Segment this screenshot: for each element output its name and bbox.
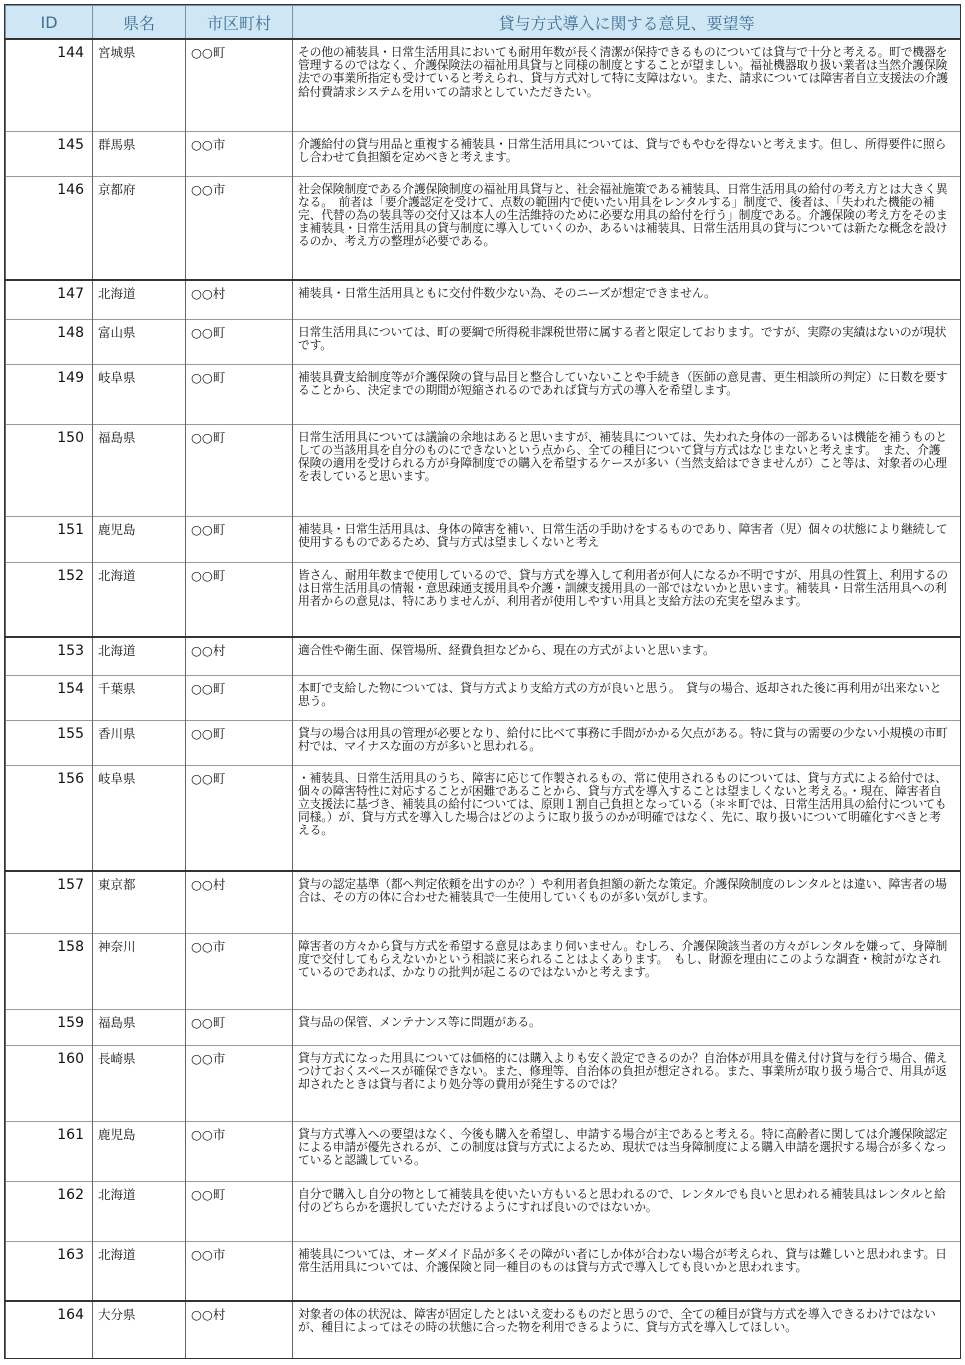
table-header (6, 6, 961, 40)
row-prefecture: 岐阜県 (93, 364, 186, 424)
row-municipality: ○○町 (186, 1009, 293, 1045)
row-municipality: ○○市 (186, 131, 293, 176)
row-prefecture: 北海道 (93, 1181, 186, 1241)
table-row (6, 1121, 961, 1181)
table-row (6, 1301, 961, 1359)
row-opinion-text: ・補装具、日常生活用具のうち、障害に応じて作製されるもの、常に使用されるものについては、貸与方式による給付では、個々の障害特性に対応することが困難であることから、貸与方式を導入することは望ましくないと考える。・現在、障害者自立支援法に基づき、補装具の給付については、原則１割自己負担となっている（＊＊町では、日常生活用具の給付についても同様。）が、貸与方式を導入した場合はどのように取り扱うのかが明確ではなく、先に、取り扱いについて明確化すべきと考える。 (293, 765, 961, 871)
table-row (6, 720, 961, 765)
row-municipality: ○○町 (186, 562, 293, 637)
row-municipality: ○○町 (186, 516, 293, 562)
row-municipality: ○○市 (186, 1121, 293, 1181)
table-row (6, 319, 961, 364)
row-id: 146 (6, 176, 93, 280)
row-prefecture: 香川県 (93, 720, 186, 765)
table-row (6, 1181, 961, 1241)
table-row (6, 871, 961, 933)
row-opinion-text: 介護給付の貸与用品と重複する補装具・日常生活用具については、貸与でもやむを得ないと考えます。但し、所得要件に照らし合わせて負担額を定めべきと考えます。 (293, 131, 961, 176)
row-id: 158 (6, 933, 93, 1009)
table-row (6, 637, 961, 675)
table-row (6, 933, 961, 1009)
row-municipality: ○○町 (186, 39, 293, 131)
row-id: 164 (6, 1301, 93, 1359)
row-id: 155 (6, 720, 93, 765)
row-opinion-text: 貸与の場合は用具の管理が必要となり、給付に比べて事務に手間がかかる欠点がある。特に貸与の需要の少ない小規模の市町村では、マイナスな面の方が多いと思われる。 (293, 720, 961, 765)
table-row (6, 562, 961, 637)
table-row (6, 39, 961, 131)
row-opinion-text: 貸与方式になった用具については価格的には購入よりも安く設定できるのか？自治体が用具を備え付け貸与を行う場合、備えつけておくスペースが確保できない。また、修理等、自治体の負担が想定される。また、事業所が取り扱う場合で、用具が返却されたときは貸与者により処分等の費用が発生するのでは？ (293, 1045, 961, 1121)
row-municipality: ○○市 (186, 1241, 293, 1301)
row-prefecture: 千葉県 (93, 675, 186, 720)
row-id: 148 (6, 319, 93, 364)
row-prefecture: 京都府 (93, 176, 186, 280)
row-id: 147 (6, 280, 93, 319)
row-opinion-text: 補装具については、オーダメイド品が多くその障がい者にしか体が合わない場合が考えられ、貸与は難しいと思われます。日常生活用具については、介護保険と同一種目のものは貸与方式で導入しても良いかと思われます。 (293, 1241, 961, 1301)
row-prefecture: 北海道 (93, 1241, 186, 1301)
row-opinion-text: 日常生活用具については議論の余地はあると思いますが、補装具については、失われた身体の一部あるいは機能を補うものとしての当該用具を自分のものにできないという点から、全ての種目について貸与方式はなじまないと考えます。 また、介護保険の適用を受けられる方が身障制度での購入を希望するケースが多い（当然支給はできませんが）こと等は、対象者の心理を表していると思います。 (293, 424, 961, 516)
table-row (6, 675, 961, 720)
table-row (6, 176, 961, 280)
row-prefecture: 福島県 (93, 424, 186, 516)
row-opinion-text: 社会保険制度である介護保険制度の福祉用具貸与と、社会福祉施策である補装具、日常生活用具の給付の考え方とは大きく異なる。 前者は「要介護認定を受けて、点数の範囲内で使いたい用具をレンタルする」制度で、後者は、「失われた機能の補完、代替の為の装具等の交付又は本人の生活維持のために必要な用具の給付を行う」制度である。介護保険の考え方をそのまま補装具・日常生活用具の貸与制度に導入していくのか、あるいは補装具、日常生活用具の貸与については新たな概念を設けるのか、考え方の整理が必要である。 (293, 176, 961, 280)
row-municipality: ○○市 (186, 933, 293, 1009)
row-opinion-text: 貸与品の保管、メンテナンス等に問題がある。 (293, 1009, 961, 1045)
row-prefecture: 富山県 (93, 319, 186, 364)
row-prefecture: 福島県 (93, 1009, 186, 1045)
table-row (6, 765, 961, 871)
row-opinion-text: その他の補装具・日常生活用具においても耐用年数が長く清潔が保持できるものについては貸与で十分と考える。町で機器を管理するのではなく、介護保険法の福祉用具貸与と同様の制度とすることが望ましい。福祉機器取り扱い業者は当然介護保険法での事業所指定も受けていると考えられ、貸与方式対して特に支障はない。また、請求については障害者自立支援法の介護給付費請求システムを用いての請求としていただきたい。 (293, 39, 961, 131)
row-prefecture: 群馬県 (93, 131, 186, 176)
row-id: 144 (6, 39, 93, 131)
row-municipality: ○○町 (186, 675, 293, 720)
row-municipality: ○○町 (186, 720, 293, 765)
row-prefecture: 神奈川 (93, 933, 186, 1009)
row-opinion-text: 貸与方式導入への要望はなく、今後も購入を希望し、申請する場合が主であると考える。特に高齢者に関しては介護保険認定による申請が優先されるが、この制度は貸与方式によるため、現状では当身障制度による購入申請を選択する場合が多くなっていると認識している。 (293, 1121, 961, 1181)
table-row (6, 516, 961, 562)
row-municipality: ○○市 (186, 1045, 293, 1121)
row-opinion-text: 貸与の認定基準（都へ判定依頼を出すのか？）や利用者負担額の新たな策定。介護保険制度のレンタルとは違い、障害者の場合は、その方の体に合わせた補装具で一生使用していくものが多い気がします。 (293, 871, 961, 933)
header-municipality: 市区町村 (186, 6, 293, 40)
row-id: 153 (6, 637, 93, 675)
table-row (6, 1241, 961, 1301)
table-body (6, 39, 961, 1359)
row-id: 149 (6, 364, 93, 424)
row-municipality: ○○町 (186, 1181, 293, 1241)
header-prefecture: 県名 (93, 6, 186, 40)
row-municipality: ○○町 (186, 319, 293, 364)
row-id: 157 (6, 871, 93, 933)
row-id: 150 (6, 424, 93, 516)
row-opinion-text: 日常生活用具については、町の要綱で所得税非課税世帯に属する者と限定しております。ですが、実際の実績はないのが現状です。 (293, 319, 961, 364)
row-prefecture: 東京都 (93, 871, 186, 933)
row-id: 151 (6, 516, 93, 562)
row-municipality: ○○町 (186, 424, 293, 516)
row-id: 156 (6, 765, 93, 871)
row-id: 145 (6, 131, 93, 176)
row-prefecture: 北海道 (93, 280, 186, 319)
row-opinion-text: 対象者の体の状況は、障害が固定したとはいえ変わるものだと思うので、全ての種目が貸与方式を導入できるわけではないが、種目によってはその時の状態に合った物を利用できるように、貸与方式を導入してほしい。 (293, 1301, 961, 1359)
table-row (6, 424, 961, 516)
row-opinion-text: 本町で支給した物については、貸与方式より支給方式の方が良いと思う。 貸与の場合、返却された後に再利用が出来ないと思う。 (293, 675, 961, 720)
row-prefecture: 長崎県 (93, 1045, 186, 1121)
table-row (6, 280, 961, 319)
row-municipality: ○○村 (186, 280, 293, 319)
row-prefecture: 鹿児島 (93, 1121, 186, 1181)
row-opinion-text: 補装具費支給制度等が介護保険の貸与品目と整合していないことや手続き（医師の意見書、更生相談所の判定）に日数を要することから、決定までの期間が短縮されるのであれば貸与方式の導入を希望します。 (293, 364, 961, 424)
row-municipality: ○○村 (186, 1301, 293, 1359)
table-row (6, 364, 961, 424)
row-id: 159 (6, 1009, 93, 1045)
row-opinion-text: 補装具・日常生活用具ともに交付件数少ない為、そのニーズが想定できません。 (293, 280, 961, 319)
row-municipality: ○○町 (186, 364, 293, 424)
row-opinion-text: 適合性や衛生面、保管場所、経費負担などから、現在の方式がよいと思います。 (293, 637, 961, 675)
header-id: ID (6, 6, 93, 40)
row-prefecture: 大分県 (93, 1301, 186, 1359)
row-municipality: ○○市 (186, 176, 293, 280)
row-id: 154 (6, 675, 93, 720)
row-opinion-text: 障害者の方々から貸与方式を希望する意見はあまり伺いません。むしろ、介護保険該当者の方々がレンタルを嫌って、身障制度で交付してもらえないかという相談に来られることはよくあります。 もし、財源を理由にこのような調査・検討がなされているのであれば、かなりの批判が起こるのではないかと考えます。 (293, 933, 961, 1009)
row-municipality: ○○村 (186, 637, 293, 675)
table-row (6, 1045, 961, 1121)
header-opinion: 貸与方式導入に関する意見、要望等 (293, 6, 961, 40)
row-id: 162 (6, 1181, 93, 1241)
row-municipality: ○○町 (186, 765, 293, 871)
row-prefecture: 北海道 (93, 637, 186, 675)
row-id: 161 (6, 1121, 93, 1181)
table-row (6, 1009, 961, 1045)
survey-table (5, 5, 961, 1359)
row-opinion-text: 補装具・日常生活用具は、身体の障害を補い、日常生活の手助けをするものであり、障害者（児）個々の状態により継続して使用するものであるため、貸与方式は望ましくないと考え (293, 516, 961, 562)
row-id: 152 (6, 562, 93, 637)
table-row (6, 131, 961, 176)
row-id: 163 (6, 1241, 93, 1301)
row-municipality: ○○村 (186, 871, 293, 933)
row-id: 160 (6, 1045, 93, 1121)
row-prefecture: 北海道 (93, 562, 186, 637)
row-opinion-text: 自分で購入し自分の物として補装具を使いたい方もいると思われるので、レンタルでも良いと思われる補装具はレンタルと給付のどちらかを選択していただけるようにすれば良いのではないか。 (293, 1181, 961, 1241)
row-opinion-text: 皆さん、耐用年数まで使用しているので、貸与方式を導入して利用者が何人になるか不明ですが、用具の性質上、利用するのは日常生活用具の情報・意思疎通支援用具や介護・訓練支援用具の一部ではないかと思います。補装具・日常生活用具への利用者からの意見は、特にありませんが、利用者が使用しやすい用具と支給方法の充実を望みます。 (293, 562, 961, 637)
row-prefecture: 岐阜県 (93, 765, 186, 871)
row-prefecture: 宮城県 (93, 39, 186, 131)
survey-table-frame (4, 4, 961, 1359)
row-prefecture: 鹿児島 (93, 516, 186, 562)
